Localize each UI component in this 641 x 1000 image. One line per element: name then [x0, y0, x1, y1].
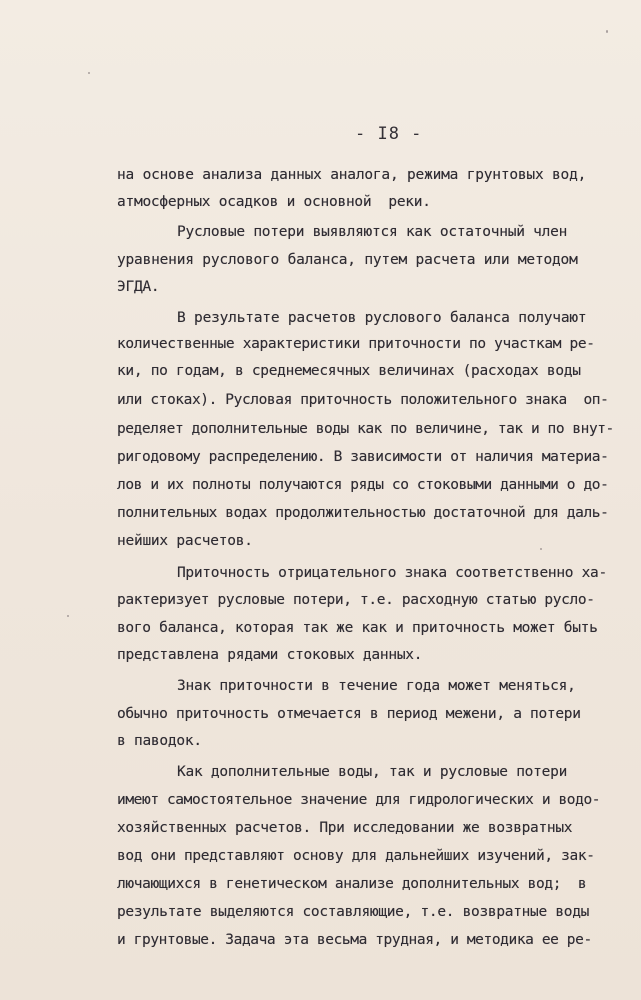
paper-speck [540, 548, 542, 550]
page-number: - I8 - [355, 124, 423, 144]
text-line: представлена рядами стоковых данных. [117, 647, 423, 663]
text-line: Русловые потери выявляются как остаточный член [177, 224, 568, 240]
text-line: ределяет дополнительные воды как по величине, так и по внут- [117, 421, 614, 437]
text-line: Знак приточности в течение года может меняться, [177, 678, 576, 694]
text-line: лов и их полноты получаются ряды со стоковыми данными о до- [117, 477, 609, 493]
text-line: результате выделяются составляющие, т.е. возвратные воды [117, 904, 590, 920]
paper-speck [67, 615, 69, 617]
text-line: количественные характеристики приточности по участкам ре- [117, 336, 595, 352]
text-line: и грунтовые. Задача эта весьма трудная, и методика ее ре- [117, 932, 592, 948]
text-line: обычно приточность отмечается в период межени, а потери [117, 706, 581, 722]
text-line: вого баланса, которая так же как и приточность может быть [117, 620, 598, 636]
text-line: Как дополнительные воды, так и русловые потери [177, 764, 568, 780]
text-line: ки, по годам, в среднемесячных величинах (расходах воды [117, 363, 581, 379]
text-line: полнительных водах продолжительностью достаточной для даль- [117, 505, 609, 521]
text-line: вод они представляют основу для дальнейших изучений, зак- [117, 848, 595, 864]
text-line: нейших расчетов. [117, 533, 253, 549]
paper-speck [606, 30, 608, 33]
text-line: в паводок. [117, 733, 202, 749]
text-line: лючающихся в генетическом анализе дополнительных вод; в [117, 876, 587, 892]
text-line: В результате расчетов руслового баланса получают [177, 310, 587, 326]
text-line: ЭГДА. [117, 279, 160, 295]
text-line: Приточность отрицательного знака соответственно ха- [177, 565, 607, 581]
text-line: или стоках). Русловая приточность положительного знака оп- [117, 392, 609, 408]
text-line: уравнения руслового баланса, путем расчета или методом [117, 252, 578, 268]
text-line: атмосферных осадков и основной реки. [117, 194, 431, 210]
text-line: хозяйственных расчетов. При исследовании же возвратных [117, 820, 573, 836]
text-line: имеют самостоятельное значение для гидрологических и водо- [117, 792, 601, 808]
paper-speck [88, 72, 90, 74]
text-line: рактеризует русловые потери, т.е. расходную статью руслo- [117, 592, 595, 608]
text-line: на основе анализа данных аналога, режима грунтовых вод, [117, 167, 587, 183]
text-line: ригодовому распределению. В зависимости от наличия материа- [117, 449, 609, 465]
